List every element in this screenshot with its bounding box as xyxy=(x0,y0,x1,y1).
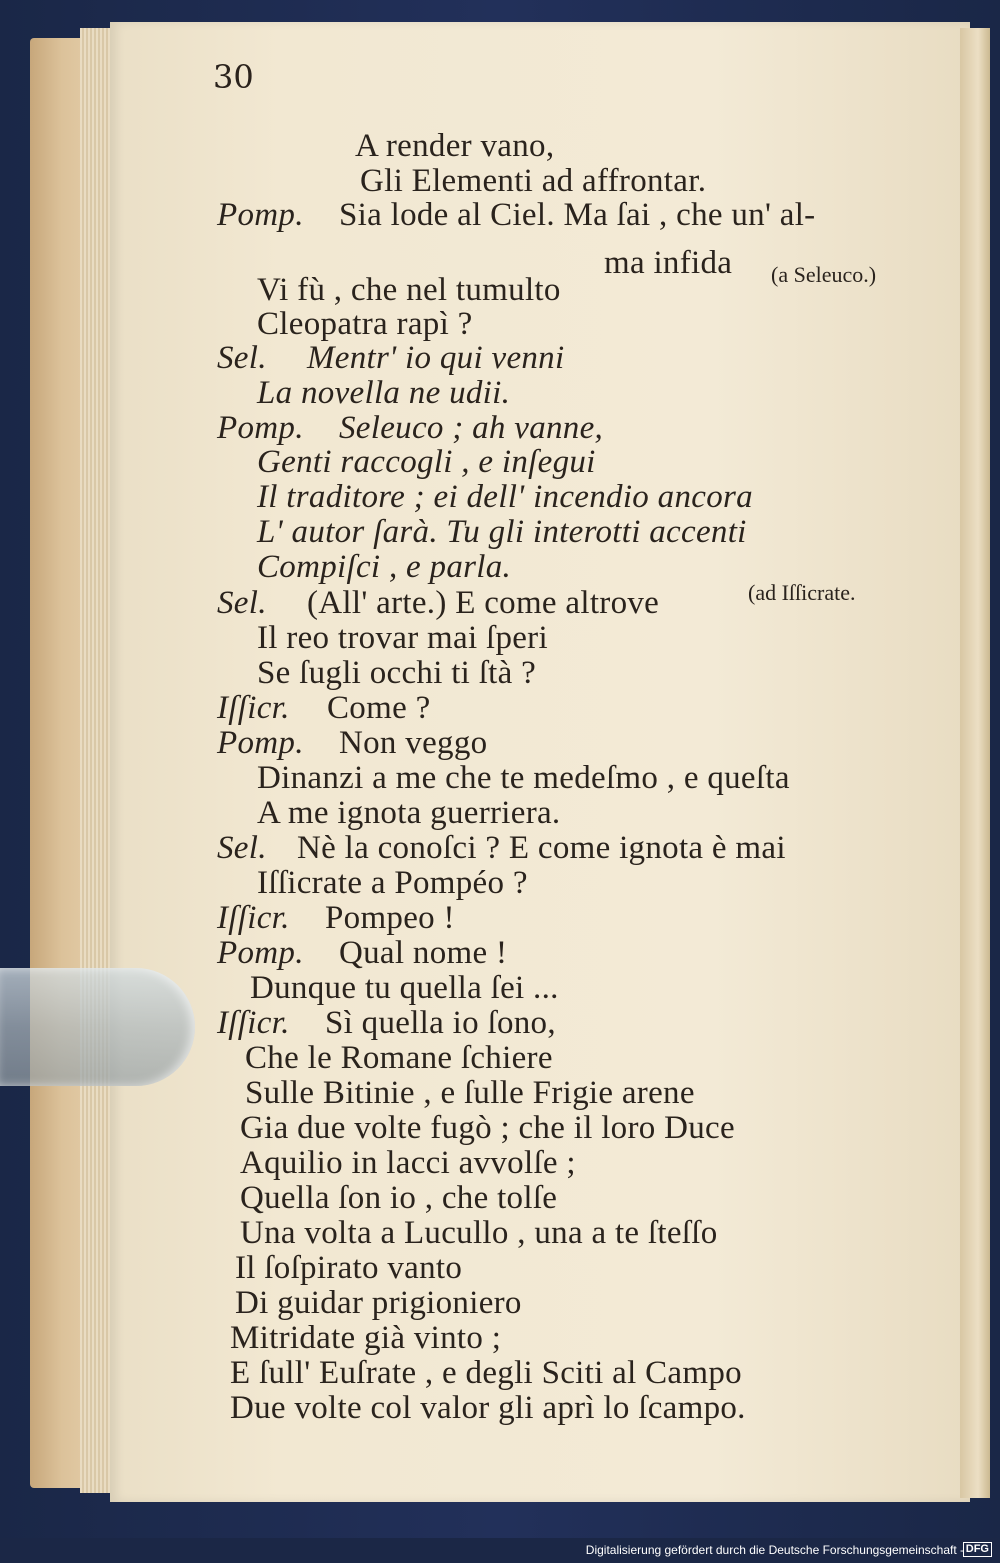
page-number: 30 xyxy=(213,58,254,96)
text-line: Sulle Bitinie , e ſulle Frigie arene xyxy=(245,1075,695,1111)
text-line: Che le Romane ſchiere xyxy=(245,1040,553,1076)
stage-direction: (ad Iſſicrate. xyxy=(748,580,856,605)
text-line-pomp xyxy=(217,935,507,972)
text-line: Aquilio in lacci avvolſe ; xyxy=(240,1145,576,1181)
text-line: Di guidar prigioniero xyxy=(235,1285,522,1321)
text-line: Dinanzi a me che te medeſmo , e queſta xyxy=(257,760,790,796)
text-line-issicr xyxy=(217,900,455,937)
text-line: A render vano, xyxy=(355,128,555,164)
text-line: A me ignota guerriera. xyxy=(257,795,561,831)
stage-direction: (a Seleuco.) xyxy=(771,262,877,287)
footer-credit: Digitalisierung gefördert durch die Deutsche Forschungsgemeinschaft - xyxy=(585,1543,964,1557)
text-line: Dunque tu quella ſei ... xyxy=(250,970,559,1006)
verse-text: Qual nome ! xyxy=(339,935,508,971)
speaker-label: Pomp. xyxy=(217,410,304,446)
verse-text: (All' arte.) E come altrove xyxy=(307,585,660,621)
text-line: Quella ſon io , che tolſe xyxy=(240,1180,558,1216)
speaker-label: Pomp. xyxy=(217,935,304,971)
text-line-sel xyxy=(217,830,786,867)
book-gutter-edge xyxy=(960,28,990,1498)
page-clip-marker xyxy=(0,968,195,1086)
text-line: Se ſugli occhi ti ſtà ? xyxy=(257,655,537,691)
speaker-label: Pomp. xyxy=(217,725,304,761)
text-line: Mitridate già vinto ; xyxy=(230,1320,502,1356)
text-line-pomp xyxy=(217,410,603,447)
text-line-sel xyxy=(217,340,564,377)
verse-text: Sia lode al Ciel. Ma ſai , che un' al- xyxy=(339,197,816,233)
verse-text: Come ? xyxy=(327,690,431,726)
text-line: Gia due volte fugò ; che il loro Duce xyxy=(240,1110,735,1146)
speaker-label: Sel. xyxy=(217,830,267,866)
speaker-label: Pomp. xyxy=(217,197,304,233)
speaker-label: Iſſicr. xyxy=(217,690,290,726)
verse-text: Pompeo ! xyxy=(325,900,455,936)
text-line: Il traditore ; ei dell' incendio ancora xyxy=(257,479,753,515)
text-line-issicr xyxy=(217,690,431,727)
text-line: Vi fù , che nel tumulto xyxy=(257,272,561,308)
text-line: Cleopatra rapì ? xyxy=(257,306,473,342)
dfg-logo-icon: DFG xyxy=(963,1542,992,1557)
speaker-label: Iſſicr. xyxy=(217,1005,290,1041)
text-line: L' autor ſarà. Tu gli interotti accenti xyxy=(257,514,747,550)
verse-text: Sì quella io ſono, xyxy=(325,1005,556,1041)
verse-text: Mentr' io qui venni xyxy=(307,340,565,376)
text-line: E ſull' Euſrate , e degli Sciti al Campo xyxy=(230,1355,742,1391)
text-line: Una volta a Lucullo , una a te ſteſſo xyxy=(240,1215,718,1251)
text-line: La novella ne udii. xyxy=(257,375,511,411)
text-line-pomp xyxy=(217,197,815,234)
text-line: ma infida xyxy=(604,245,733,281)
speaker-label: Iſſicr. xyxy=(217,900,290,936)
text-line: Il reo trovar mai ſperi xyxy=(257,620,548,656)
text-line: Il ſoſpirato vanto xyxy=(235,1250,463,1286)
text-line: Gli Elementi ad affrontar. xyxy=(360,163,707,199)
text-line-pomp xyxy=(217,725,487,762)
text-line: Compiſci , e parla. xyxy=(257,549,512,585)
verse-text: Nè la conoſci ? E come ignota è mai xyxy=(297,830,786,866)
text-line-issicr xyxy=(217,1005,556,1042)
text-line: Iſſicrate a Pompéo ? xyxy=(257,865,528,901)
verse-text: Seleuco ; ah vanne, xyxy=(339,410,604,446)
speaker-label: Sel. xyxy=(217,585,267,621)
text-line: Due volte col valor gli aprì lo ſcampo. xyxy=(230,1390,746,1426)
verse-text: Non veggo xyxy=(339,725,488,761)
speaker-label: Sel. xyxy=(217,340,267,376)
text-line: Genti raccogli , e inſegui xyxy=(257,444,596,480)
text-line-sel xyxy=(217,585,659,622)
